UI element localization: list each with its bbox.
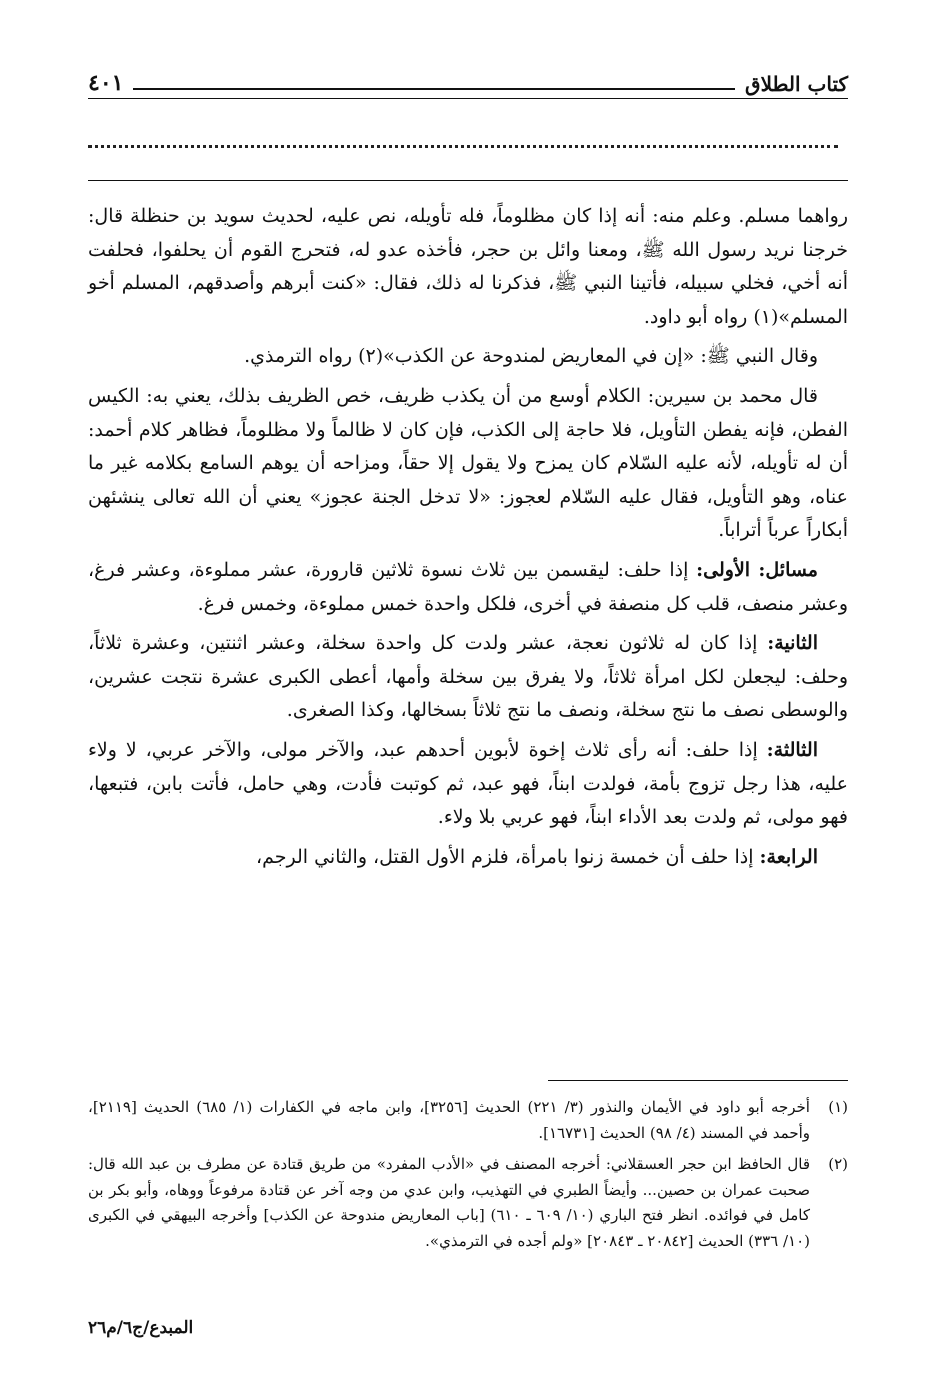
header-underline bbox=[88, 98, 848, 99]
book-page bbox=[88, 50, 848, 1350]
main-text bbox=[88, 200, 848, 880]
header-rule bbox=[133, 88, 735, 90]
issue-second bbox=[88, 627, 848, 728]
issue-third bbox=[88, 734, 848, 835]
footnotes bbox=[88, 1095, 848, 1261]
footnote-item bbox=[88, 1152, 848, 1254]
footnote-text: قال الحافظ ابن حجر العسقلاني: أخرجه المصنف في «الأدب المفرد» من طريق قتادة عن مطرف بن عبد الله قال: صحبت عمران بن حصين... وأيضاً الطبري في التهذيب، وابن عدي من وجه آخر عن قتادة مرفوعاً ووهاه، وأبو بكر بن كامل في فوائده. انظر فتح الباري (١٠/ ٦٠٩ ـ ٦١٠) [باب المعاريض مندوحة عن الكذب] وأخرجه البيهقي في الكبرى (١٠/ ٣٣٦) الحديث [٢٠٨٤٢ ـ ٢٠٨٤٣] «ولم أجده في الترمذي». bbox=[88, 1155, 810, 1250]
footnote-rule bbox=[548, 1080, 848, 1081]
issue-second-text: إذا كان له ثلاثون نعجة، عشر ولدت كل واحدة سخلة، وعشر اثنتين، وعشرة ثلاثاً، وحلف: ليجعلن لكل امرأة ثلاثاً، ولا يفرق بين سخلة وأمها، أعطى الكبرى عشرة نتجت عشرين، والوسطى نصف ما نتج سخلة، ونصف ما نتج ثلاثاً بسخالها، وكذا الصغرى. bbox=[88, 632, 848, 722]
section-divider bbox=[88, 180, 848, 181]
issue-fourth-text: إذا حلف أن خمسة زنوا بامرأة، فلزم الأول القتل، والثاني الرجم، bbox=[255, 845, 760, 868]
paragraph-maarid: وقال النبي ﷺ: «إن في المعاريض لمندوحة عن الكذب»(٢) رواه الترمذي. bbox=[244, 345, 818, 368]
issue-second-label: الثانية: bbox=[767, 632, 818, 655]
dotted-separator bbox=[88, 125, 838, 148]
paragraph-ibn-sirin: قال محمد بن سيرين: الكلام أوسع من أن يكذب ظريف، خص الظريف بذلك، يعني به: الكيس الفطن، فإنه يفطن التأويل، فلا حاجة إلى الكذب، فإن كان لا ظالماً ولا مظلوماً، فظاهر كلام أحمد: أن له تأويله، لأنه عليه السّلام كان يمزح ولا يقول إلا حقاً، ومزاحه أن يوهم السامع بكلامه غير ما عناه، وهو التأويل، فقال عليه السّلام لعجوز: «لا تدخل الجنة عجوز» يعني أن الله تعالى ينشئهن أبكاراً عرباً أتراباً. bbox=[88, 384, 848, 542]
issue-fourth bbox=[88, 841, 848, 875]
issue-first-text: إذا حلف: ليقسمن بين ثلاث نسوة ثلاثين قارورة، عشر مملوءة، وعشر فرغ، وعشر منصف، قلب كل منصفة في أخرى، فلكل واحدة خمس مملوءة، وخمس فرغ. bbox=[88, 558, 848, 615]
issue-third-text: إذا حلف: أنه رأى ثلاث إخوة لأبوين أحدهم عبد، والآخر مولى، والآخر عربي، لا ولاء عليه، هذا رجل تزوج بأمة، فولدت ابناً، فهو عبد، ثم كوتبت فأدت، وهي حامل، فأتت بابن، فتبعها، فهو مولى، ثم ولدت بعد الأداء ابناً، فهو عربي بلا ولاء. bbox=[88, 738, 848, 829]
footnote-item bbox=[88, 1095, 848, 1146]
footnote-text: أخرجه أبو داود في الأيمان والنذور (٣/ ٢٢١) الحديث [٣٢٥٦]، وابن ماجه في الكفارات (١/ ٦٨٥) الحديث [٢١١٩]، وأحمد في المسند (٤/ ٩٨) الحديث [١٦٧٣١]. bbox=[88, 1098, 810, 1142]
printer-signature: المبدع/ج٦/م٢٦ bbox=[88, 1318, 194, 1338]
page-number: ٤٠١ bbox=[88, 70, 124, 96]
footnote-number: (١) bbox=[828, 1098, 848, 1116]
issue-fourth-label: الرابعة: bbox=[759, 845, 818, 868]
footnote-number: (٢) bbox=[828, 1155, 848, 1174]
issue-first bbox=[88, 554, 848, 621]
chapter-title: كتاب الطلاق bbox=[745, 72, 848, 96]
running-header bbox=[88, 60, 848, 94]
paragraph-hadith-suwayd: رواهما مسلم. وعلم منه: أنه إذا كان مظلوماً، فله تأويله، نص عليه، لحديث سويد بن حنظلة قال: خرجنا نريد رسول الله ﷺ، ومعنا وائل بن حجر، فأخذه عدو له، فتحرج القوم أن يحلفوا، فحلفت أنه أخي، فخلي سبيله، فأتينا النبي ﷺ، فذكرنا له ذلك، فقال: «كنت أبرهم وأصدقهم، المسلم أخو المسلم»(١) رواه أبو داود. bbox=[88, 205, 848, 328]
issue-first-label: مسائل: الأولى: bbox=[696, 558, 818, 581]
issue-third-label: الثالثة: bbox=[766, 738, 818, 761]
